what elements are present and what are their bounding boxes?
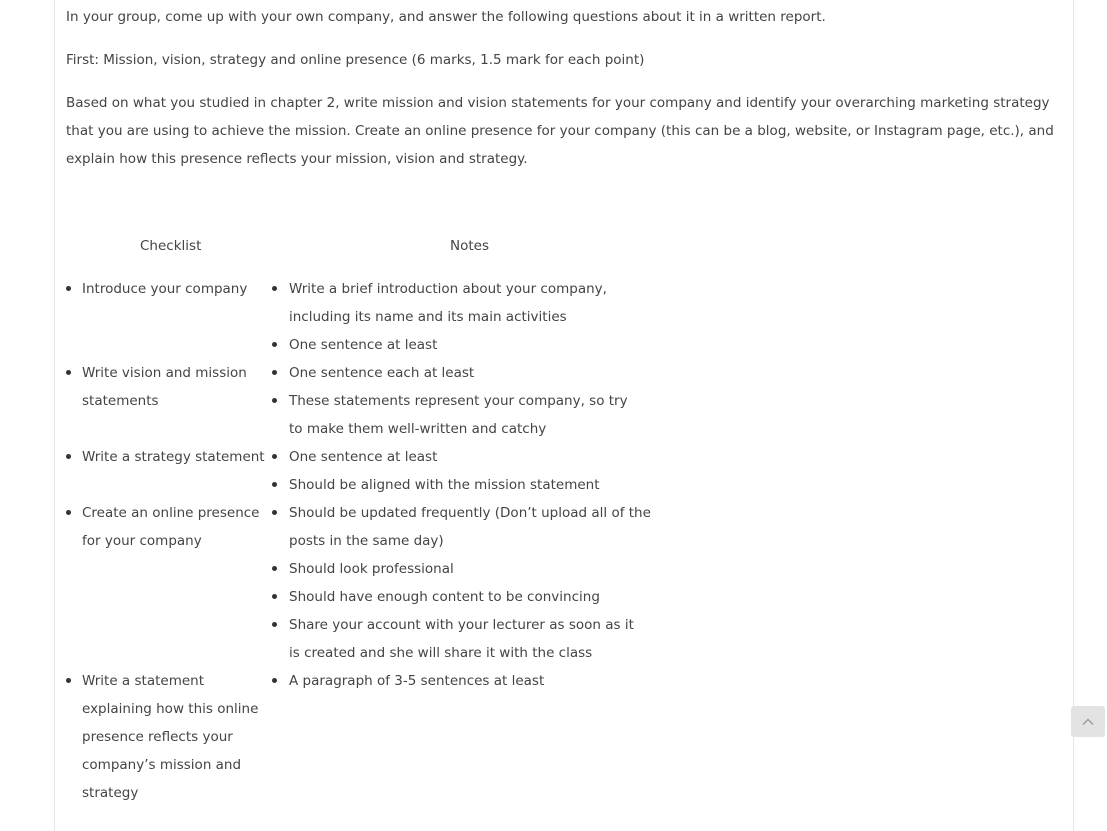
note-item: Should be aligned with the mission statement [289,477,600,493]
note-item: Should have enough content to be convincing [289,589,600,605]
bullet-icon [272,622,277,627]
note-item: One sentence each at least [289,365,475,381]
checklist-item: Write vision and mission statements [82,365,247,409]
bullet-icon [66,370,71,375]
section-title: First: Mission, vision, strategy and online presence (6 marks, 1.5 mark for each point) [66,52,645,68]
document-page [54,0,1074,831]
checklist-item: Write a statement explaining how this online presence reflects your company’s mission and strategy [82,673,259,801]
note-item: One sentence at least [289,449,438,465]
description-paragraph: Based on what you studied in chapter 2, write mission and vision statements for your company and identify your overarching marketing strategy that you are using to achieve the mission. Create an online presence for your company (this can be a blog, website, or Instagram page, etc.), and explain how this presence reflects your mission, vision and strategy. [66,95,1054,167]
bullet-icon [66,286,71,291]
scroll-to-top-button[interactable] [1071,706,1105,737]
note-item: Should be updated frequently (Don’t upload all of the posts in the same day) [289,505,651,549]
note-item: Share your account with your lecturer as soon as it is created and she will share it with the class [289,617,634,661]
checklist-item: Create an online presence for your company [82,505,260,549]
intro-paragraph: In your group, come up with your own company, and answer the following questions about it in a written report. [66,9,826,25]
bullet-icon [272,286,277,291]
table-header-checklist: Checklist [140,238,202,254]
note-item: Write a brief introduction about your company, including its name and its main activities [289,281,607,325]
bullet-icon [66,678,71,683]
bullet-icon [272,510,277,515]
checklist-item: Introduce your company [82,281,248,297]
bullet-icon [272,482,277,487]
bullet-icon [66,454,71,459]
note-item: These statements represent your company, so try to make them well-written and catchy [289,393,628,437]
bullet-icon [272,370,277,375]
table-header-notes: Notes [450,238,489,254]
bullet-icon [272,594,277,599]
chevron-up-icon [1082,718,1094,726]
bullet-icon [272,342,277,347]
bullet-icon [272,454,277,459]
note-item: Should look professional [289,561,454,577]
checklist-item: Write a strategy statement [82,449,265,465]
note-item: One sentence at least [289,337,438,353]
bullet-icon [272,678,277,683]
bullet-icon [272,566,277,571]
bullet-icon [66,510,71,515]
bullet-icon [272,398,277,403]
note-item: A paragraph of 3-5 sentences at least [289,673,545,689]
